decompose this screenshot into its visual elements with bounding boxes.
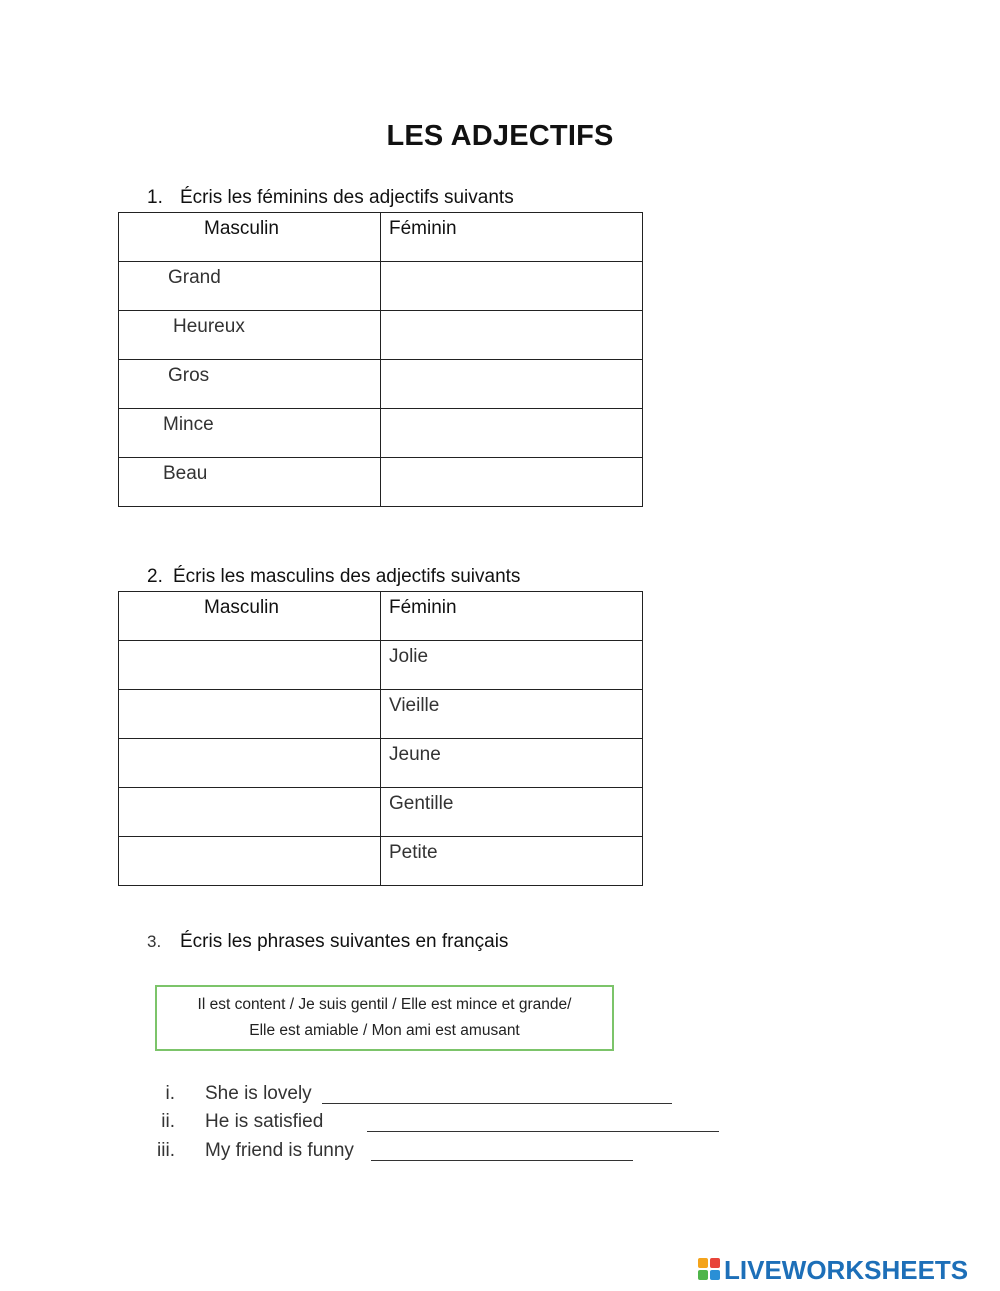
answer-cell-feminin[interactable] [381,409,643,458]
table-cell-masculin: Gros [119,360,381,409]
section2-instruction [147,566,520,588]
logo-text: LIVEWORKSHEETS [724,1254,969,1285]
sentence-numeral: ii. [161,1111,175,1132]
answer-line[interactable] [322,1085,672,1104]
section1-instruction [147,187,514,209]
header-feminin: Féminin [381,213,643,262]
answer-cell-masculin[interactable] [119,641,381,690]
masculine-table [118,591,643,886]
answer-cell-masculin[interactable] [119,690,381,739]
answer-line[interactable] [371,1142,633,1161]
answer-cell-feminin[interactable] [381,360,643,409]
section3-number: 3. [147,932,162,951]
answer-cell-masculin[interactable] [119,837,381,886]
section2-instruction-text: Écris les masculins des adjectifs suivants [173,566,521,587]
table-cell-masculin: Heureux [119,311,381,360]
section1-number: 1. [147,187,163,208]
table-cell-feminin: Vieille [381,690,643,739]
answer-cell-feminin[interactable] [381,458,643,507]
answer-line[interactable] [367,1113,719,1132]
table-cell-feminin: Jeune [381,739,643,788]
section1-instruction-text: Écris les féminins des adjectifs suivants [180,187,514,208]
answer-cell-masculin[interactable] [119,739,381,788]
answer-cell-feminin[interactable] [381,262,643,311]
sentence-text: He is satisfied [205,1111,324,1132]
page-title: LES ADJECTIFS [386,120,614,152]
section2-number: 2. [147,566,163,587]
section3-instruction-text: Écris les phrases suivantes en français [180,931,509,952]
header-feminin: Féminin [381,592,643,641]
logo-blocks-icon [698,1258,722,1282]
word-bank-line-1: Il est content / Je suis gentil / Elle est mince et grande/ [197,996,572,1013]
table-cell-feminin: Jolie [381,641,643,690]
feminine-table [118,212,643,507]
sentence-text: My friend is funny [205,1140,354,1161]
table-cell-feminin: Gentille [381,788,643,837]
table-cell-masculin: Mince [119,409,381,458]
liveworksheets-logo [698,1256,968,1284]
section3-instruction [147,931,508,953]
sentence-numeral: i. [165,1083,175,1104]
table-cell-feminin: Petite [381,837,643,886]
answer-cell-masculin[interactable] [119,788,381,837]
header-masculin: Masculin [119,592,381,641]
answer-cell-feminin[interactable] [381,311,643,360]
table-cell-masculin: Beau [119,458,381,507]
sentence-numeral: iii. [157,1140,175,1161]
table-cell-masculin: Grand [119,262,381,311]
header-masculin: Masculin [119,213,381,262]
word-bank-line-2: Elle est amiable / Mon ami est amusant [249,1022,520,1039]
sentence-text: She is lovely [205,1083,312,1104]
word-bank-box [155,985,614,1051]
